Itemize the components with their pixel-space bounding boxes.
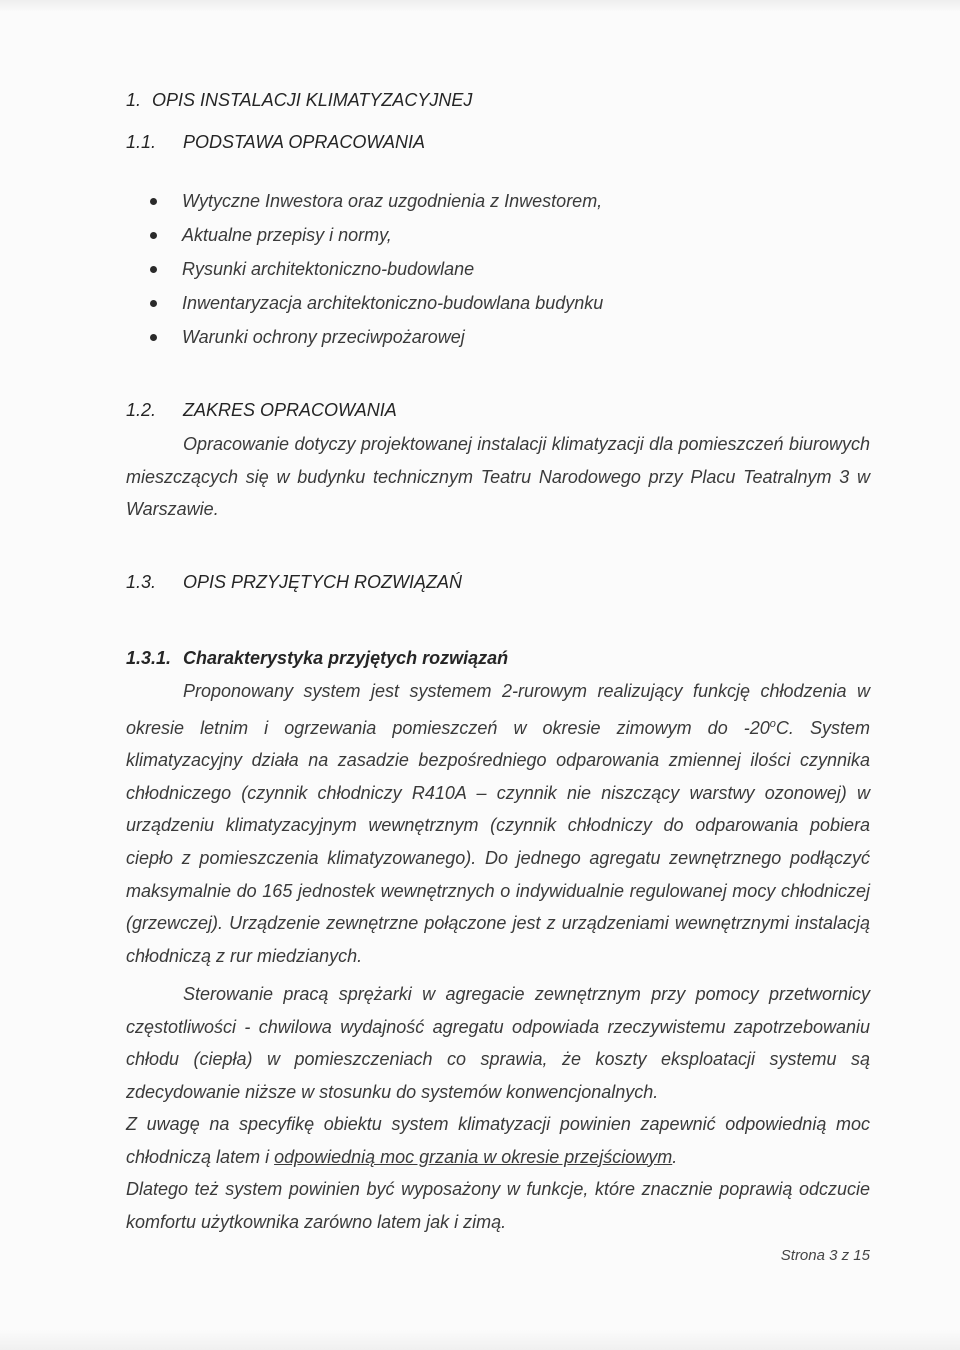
p3-text-a: Z uwagę na specyfikę obiektu system klimatyzacji powinien zapewnić odpowiednią moc chłodniczą latem i bbox=[126, 1114, 870, 1167]
characteristics-paragraph-3 bbox=[126, 1108, 870, 1173]
characteristics-paragraph-2 bbox=[126, 978, 870, 1108]
scan-edge-top bbox=[0, 0, 960, 12]
section-1-2-title: ZAKRES OPRACOWANIA bbox=[183, 400, 397, 420]
list-item: Wytyczne Inwestora oraz uzgodnienia z Inwestorem, bbox=[150, 184, 603, 218]
characteristics-paragraph-1 bbox=[126, 675, 870, 972]
section-1-1-number: 1.1. bbox=[126, 132, 157, 152]
section-1-3-heading bbox=[126, 572, 462, 593]
section-1-3-1-title: Charakterystyka przyjętych rozwiązań bbox=[183, 648, 509, 668]
page-number: Strona 3 z 15 bbox=[780, 1247, 870, 1264]
section-1-3-number: 1.3. bbox=[126, 572, 157, 592]
section-1-title: OPIS INSTALACJI KLIMATYZACYJNEJ bbox=[152, 90, 473, 110]
section-1-1-title: PODSTAWA OPRACOWANIA bbox=[183, 132, 426, 152]
list-item: Warunki ochrony przeciwpożarowej bbox=[150, 320, 603, 354]
section-1-heading bbox=[126, 90, 472, 111]
list-item: Aktualne przepisy i normy, bbox=[150, 218, 603, 252]
p3-underlined-text: odpowiednią moc grzania w okresie przejściowym bbox=[274, 1146, 673, 1167]
section-1-3-title: OPIS PRZYJĘTYCH ROZWIĄZAŃ bbox=[183, 572, 463, 592]
section-1-2-heading bbox=[126, 400, 397, 421]
section-1-number: 1. bbox=[126, 90, 142, 110]
scope-paragraph bbox=[126, 428, 870, 526]
section-1-3-1-number: 1.3.1. bbox=[126, 648, 172, 668]
p4-text: Dlatego też system powinien być wyposażony w funkcje, które znacznie poprawią odczucie komfortu użytkownika zarówno latem jak i zimą. bbox=[126, 1179, 870, 1232]
scan-edge-bottom bbox=[0, 1330, 960, 1350]
p3-text-b: . bbox=[672, 1146, 678, 1167]
p2-text: Sterowanie pracą sprężarki w agregacie zewnętrznym przy pomocy przetwornicy częstotliwości - chwilowa wydajność agregatu odpowiada rzeczywistemu zapotrzebowaniu chłodu (ciepła) w pomieszczeniach co sprawia, że koszty eksploatacji systemu są zdecydowanie niższe w stosunku do systemów konwencjonalnych. bbox=[126, 984, 870, 1102]
section-1-1-heading bbox=[126, 132, 425, 153]
characteristics-paragraph-4 bbox=[126, 1173, 870, 1238]
p1-text-b: C. System klimatyzacyjny działa na zasadzie bezpośredniego odparowania zmiennej ilości czynnika chłodniczego (czynnik chłodniczy R410A – czynnik nie niszczący warstwy ozonowej) w urządzeniu klimatyzacyjnym wewnętrznym (czynnik chłodniczy do odparowania pobiera ciepło z pomieszczenia klimatyzowanego). Do jednego agregatu zewnętrznego podłączyć maksymalnie do 165 jednostek wewnętrznych o indywidualnie regulowanej mocy chłodniczej (grzewczej). Urządzenie zewnętrzne połączone jest z urządzeniami wewnętrznymi instalacją chłodniczą z rur miedzianych. bbox=[126, 717, 870, 966]
scope-text: Opracowanie dotyczy projektowanej instalacji klimatyzacji dla pomieszczeń biurowych mieszczących się w budynku technicznym Teatru Narodowego przy Placu Teatralnym 3 w Warszawie. bbox=[126, 434, 870, 520]
section-1-3-1-heading bbox=[126, 648, 508, 669]
section-1-2-number: 1.2. bbox=[126, 400, 157, 420]
list-item: Rysunki architektoniczno-budowlane bbox=[150, 252, 603, 286]
basis-list bbox=[150, 184, 603, 354]
degree-sup: o bbox=[769, 717, 776, 730]
p1-text-a: Proponowany system jest systemem 2-rurowym realizujący funkcję chłodzenia w okresie letnim i ogrzewania pomieszczeń w okresie zimowym do -20 bbox=[126, 681, 870, 738]
list-item: Inwentaryzacja architektoniczno-budowlana budynku bbox=[150, 286, 603, 320]
